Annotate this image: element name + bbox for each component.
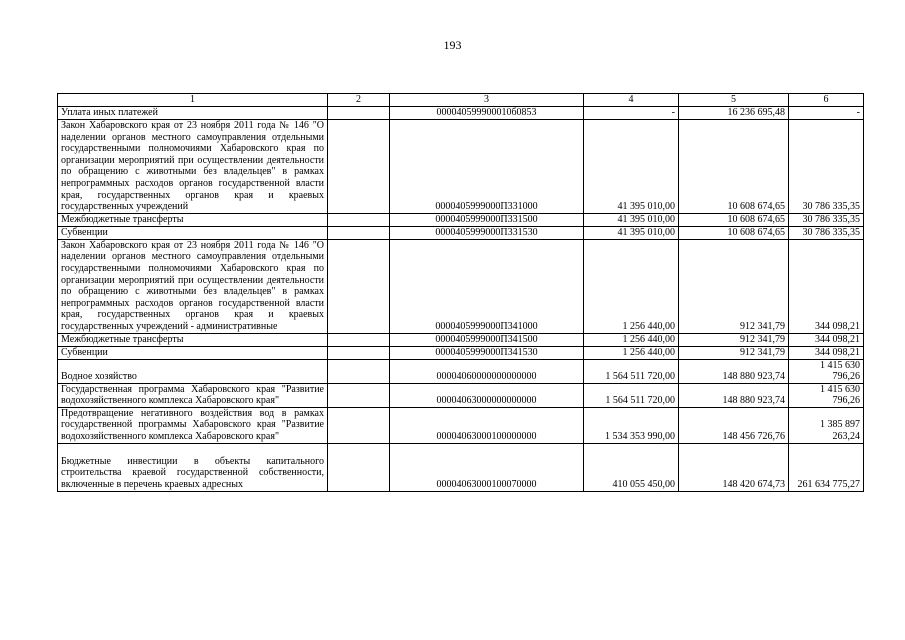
row-executed-cell: 912 341,79	[679, 333, 789, 346]
table-row	[58, 107, 864, 120]
column-header: 1	[58, 94, 328, 107]
row-plan-cell: -	[584, 107, 679, 120]
row-col2-cell	[328, 383, 390, 407]
row-executed-cell: 16 236 695,48	[679, 107, 789, 120]
row-plan-cell: 1 564 511 720,00	[584, 359, 679, 383]
row-remaining-cell: 1 385 897 263,24	[789, 407, 864, 443]
row-remaining-cell: 344 098,21	[789, 333, 864, 346]
row-name-cell: Межбюджетные трансферты	[58, 213, 328, 226]
row-plan-cell: 1 256 440,00	[584, 346, 679, 359]
row-name-cell: Межбюджетные трансферты	[58, 333, 328, 346]
row-name-cell: Государственная программа Хабаровского края "Развитие водохозяйственного комплекса Хабаровского края"	[58, 383, 328, 407]
row-code-cell: 0000405999000П341530	[390, 346, 584, 359]
row-code-cell: 0000405999000П341500	[390, 333, 584, 346]
row-remaining-cell: 261 634 775,27	[789, 443, 864, 491]
row-plan-cell: 1 564 511 720,00	[584, 383, 679, 407]
row-col2-cell	[328, 443, 390, 491]
row-name-cell: Субвенции	[58, 346, 328, 359]
column-header: 4	[584, 94, 679, 107]
row-remaining-cell: 344 098,21	[789, 346, 864, 359]
row-plan-cell: 1 534 353 990,00	[584, 407, 679, 443]
row-col2-cell	[328, 213, 390, 226]
row-name-cell: Закон Хабаровского края от 23 ноября 2011 года № 146 "О наделении органов местного самоуправления отдельными государственными полномочиями Хабаровского края по организации мероприятий при осуществлении деятельности по обращению с животными без владельцев" в рамках непрограммных расходов органов государственной власти края, государственных органов края и краевых государственных учреждений - административные	[58, 239, 328, 333]
table-row	[58, 333, 864, 346]
row-name-cell: Закон Хабаровского края от 23 ноября 2011 года № 146 "О наделении органов местного самоуправления отдельными государственными полномочиями Хабаровского края по организации мероприятий при осуществлении деятельности по обращению с животными без владельцев" в рамках непрограммных расходов органов государственной власти края, государственных органов края и краевых государственных учреждений	[58, 120, 328, 214]
row-executed-cell: 148 456 726,76	[679, 407, 789, 443]
row-plan-cell: 1 256 440,00	[584, 333, 679, 346]
page-number: 193	[443, 38, 462, 52]
table-header-row	[58, 94, 864, 107]
row-code-cell: 00004060000000000000	[390, 359, 584, 383]
row-name-cell: Бюджетные инвестиции в объекты капитального строительства краевой государственной собственности, включенные в перечень краевых адресных	[58, 443, 328, 491]
row-executed-cell: 10 608 674,65	[679, 213, 789, 226]
row-executed-cell: 148 420 674,73	[679, 443, 789, 491]
row-remaining-cell: 30 786 335,35	[789, 120, 864, 214]
row-executed-cell: 148 880 923,74	[679, 359, 789, 383]
budget-table	[57, 93, 864, 492]
row-code-cell: 00004063000100000000	[390, 407, 584, 443]
row-remaining-cell: 1 415 630 796,26	[789, 383, 864, 407]
row-col2-cell	[328, 226, 390, 239]
table-row	[58, 120, 864, 214]
row-plan-cell: 41 395 010,00	[584, 226, 679, 239]
table-row	[58, 346, 864, 359]
table-row	[58, 443, 864, 491]
row-code-cell: 0000405999000П331530	[390, 226, 584, 239]
row-name-cell: Субвенции	[58, 226, 328, 239]
row-col2-cell	[328, 107, 390, 120]
column-header: 2	[328, 94, 390, 107]
row-code-cell: 00004063000100070000	[390, 443, 584, 491]
row-plan-cell: 41 395 010,00	[584, 120, 679, 214]
row-col2-cell	[328, 120, 390, 214]
row-plan-cell: 410 055 450,00	[584, 443, 679, 491]
row-col2-cell	[328, 333, 390, 346]
row-code-cell: 0000405999000П341000	[390, 239, 584, 333]
row-plan-cell: 1 256 440,00	[584, 239, 679, 333]
table-row	[58, 383, 864, 407]
row-executed-cell: 10 608 674,65	[679, 120, 789, 214]
row-col2-cell	[328, 239, 390, 333]
row-remaining-cell: 1 415 630 796,26	[789, 359, 864, 383]
column-header: 5	[679, 94, 789, 107]
row-name-cell: Предотвращение негативного воздействия вод в рамках государственной программы Хабаровского края "Развитие водохозяйственного комплекса Хабаровского края"	[58, 407, 328, 443]
row-executed-cell: 912 341,79	[679, 239, 789, 333]
row-executed-cell: 148 880 923,74	[679, 383, 789, 407]
table-row	[58, 359, 864, 383]
row-col2-cell	[328, 346, 390, 359]
row-col2-cell	[328, 359, 390, 383]
row-remaining-cell: 344 098,21	[789, 239, 864, 333]
row-name-cell: Водное хозяйство	[58, 359, 328, 383]
table-row	[58, 213, 864, 226]
row-remaining-cell: -	[789, 107, 864, 120]
column-header: 6	[789, 94, 864, 107]
row-executed-cell: 10 608 674,65	[679, 226, 789, 239]
column-header: 3	[390, 94, 584, 107]
row-code-cell: 000040599900010б0853	[390, 107, 584, 120]
table-row	[58, 226, 864, 239]
table-row	[58, 239, 864, 333]
row-code-cell: 00004063000000000000	[390, 383, 584, 407]
row-remaining-cell: 30 786 335,35	[789, 213, 864, 226]
row-code-cell: 0000405999000П331000	[390, 120, 584, 214]
row-col2-cell	[328, 407, 390, 443]
row-remaining-cell: 30 786 335,35	[789, 226, 864, 239]
table-row	[58, 407, 864, 443]
row-code-cell: 0000405999000П331500	[390, 213, 584, 226]
row-name-cell: Уплата иных платежей	[58, 107, 328, 120]
row-executed-cell: 912 341,79	[679, 346, 789, 359]
row-plan-cell: 41 395 010,00	[584, 213, 679, 226]
